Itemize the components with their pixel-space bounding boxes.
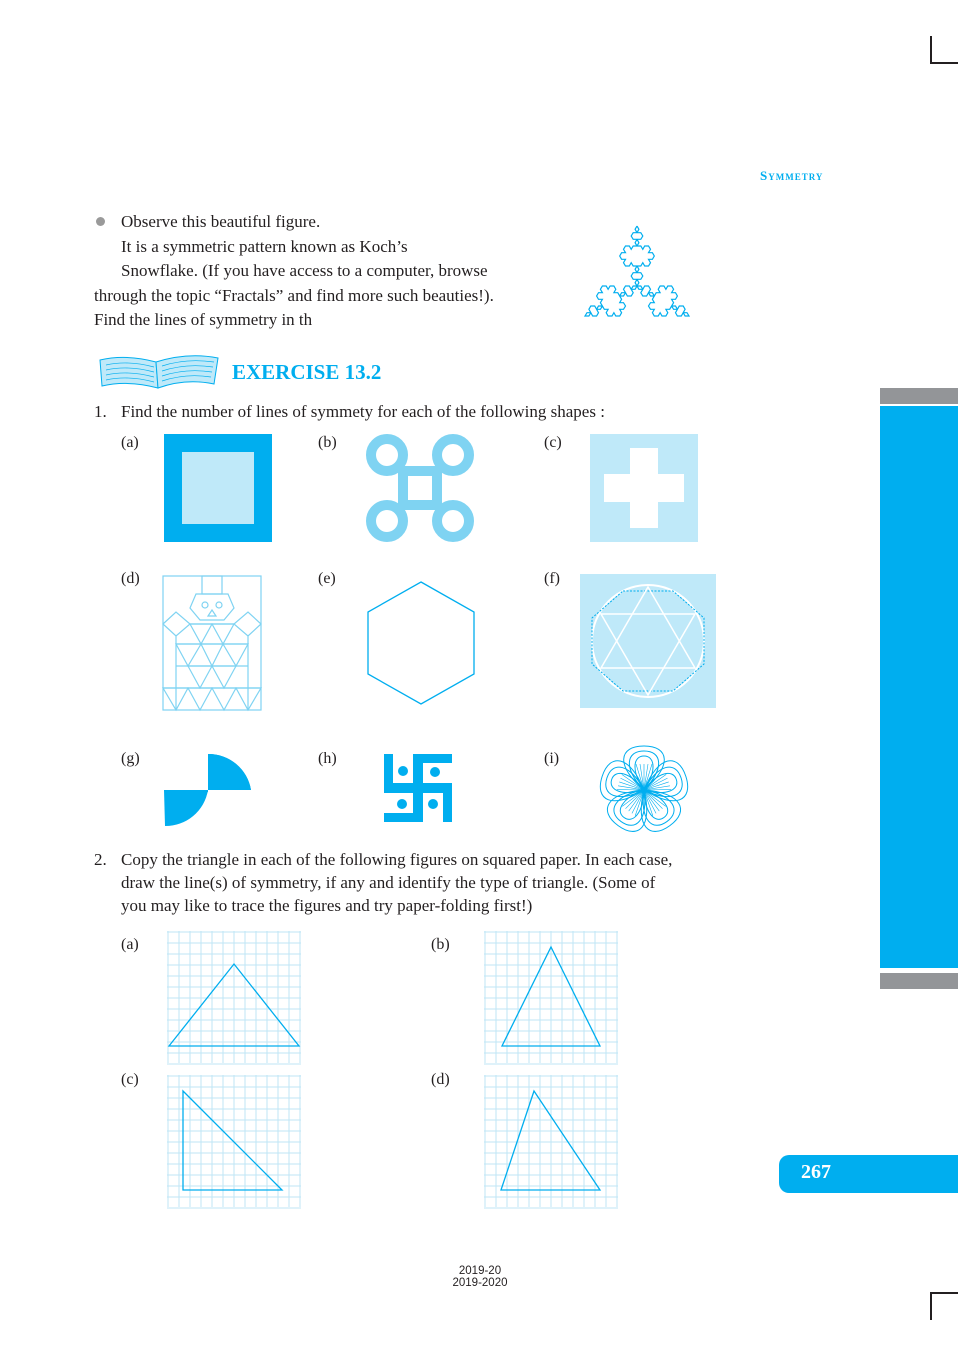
q2-label-a: (a) — [121, 936, 139, 953]
q1-label-b: (b) — [318, 434, 337, 451]
q1-label-a: (a) — [121, 434, 139, 451]
crop-mark-bottom-horizontal — [930, 1292, 958, 1294]
intro-line-5: Find the lines of symmetry in th — [94, 310, 313, 329]
question-2-line-3: you may like to trace the figures and try paper-folding first!) — [121, 896, 533, 915]
q1-label-f: (f) — [544, 570, 560, 587]
shape-g-half-discs — [164, 752, 252, 828]
q2-label-b: (b) — [431, 936, 450, 953]
koch-snowflake-figure — [552, 206, 722, 364]
intro-paragraph — [94, 210, 564, 333]
grid-triangle-c — [167, 1075, 301, 1207]
shape-a-square-frame — [164, 434, 272, 542]
question-1-number: 1. — [94, 402, 107, 421]
shape-d-figure — [162, 574, 262, 712]
intro-line-1: Observe this beautiful figure. — [121, 212, 321, 231]
crop-mark-top-vertical — [930, 36, 932, 64]
footer-line-2: 2019-2020 — [452, 1277, 508, 1289]
shape-f-star-octagon — [580, 574, 716, 708]
grid-triangle-a — [167, 931, 301, 1063]
page-number-tab — [779, 1155, 958, 1193]
intro-line-3: Snowflake. (If you have access to a computer, browse — [121, 261, 488, 280]
crop-mark-top-horizontal — [930, 62, 958, 64]
q1-label-i: (i) — [544, 750, 560, 767]
question-1-text: Find the number of lines of symmety for each of the following shapes : — [121, 402, 605, 421]
footer — [420, 1265, 540, 1289]
q1-label-g: (g) — [121, 750, 140, 767]
intro-line-2: It is a symmetric pattern known as Koch’s — [121, 236, 408, 256]
footer-line-1: 2019-20 — [458, 1265, 502, 1277]
shape-e-hexagon — [367, 581, 475, 705]
question-2-line-1: Copy the triangle in each of the following figures on squared paper. In each case, — [121, 850, 673, 869]
question-2-line-2: draw the line(s) of symmetry, if any and identify the type of triangle. (Some of — [121, 873, 656, 892]
q1-label-d: (d) — [121, 570, 140, 587]
grid-triangle-d — [484, 1075, 618, 1207]
side-tab-bottom-bar — [880, 973, 958, 989]
exercise-title: EXERCISE 13.2 — [232, 360, 382, 384]
book-icon — [96, 350, 222, 392]
running-header: Symmetry — [760, 168, 824, 183]
q1-label-h: (h) — [318, 750, 337, 767]
shape-i-flower — [595, 743, 693, 837]
shape-b-command-symbol — [366, 434, 474, 542]
shape-h-pattern — [384, 754, 452, 822]
grid-triangle-b — [484, 931, 618, 1063]
intro-line-4: through the topic “Fractals” and find more such beauties!). — [94, 285, 494, 305]
q2-label-d: (d) — [431, 1071, 450, 1088]
page-number: 267 — [801, 1161, 831, 1183]
question-2-number: 2. — [94, 850, 107, 869]
side-tab-top-bar — [880, 388, 958, 404]
q1-label-e: (e) — [318, 570, 336, 587]
side-tab — [880, 406, 958, 968]
q1-label-c: (c) — [544, 434, 562, 451]
q2-label-c: (c) — [121, 1071, 139, 1088]
shape-c-cross — [590, 434, 698, 542]
crop-mark-bottom-vertical — [930, 1292, 932, 1320]
